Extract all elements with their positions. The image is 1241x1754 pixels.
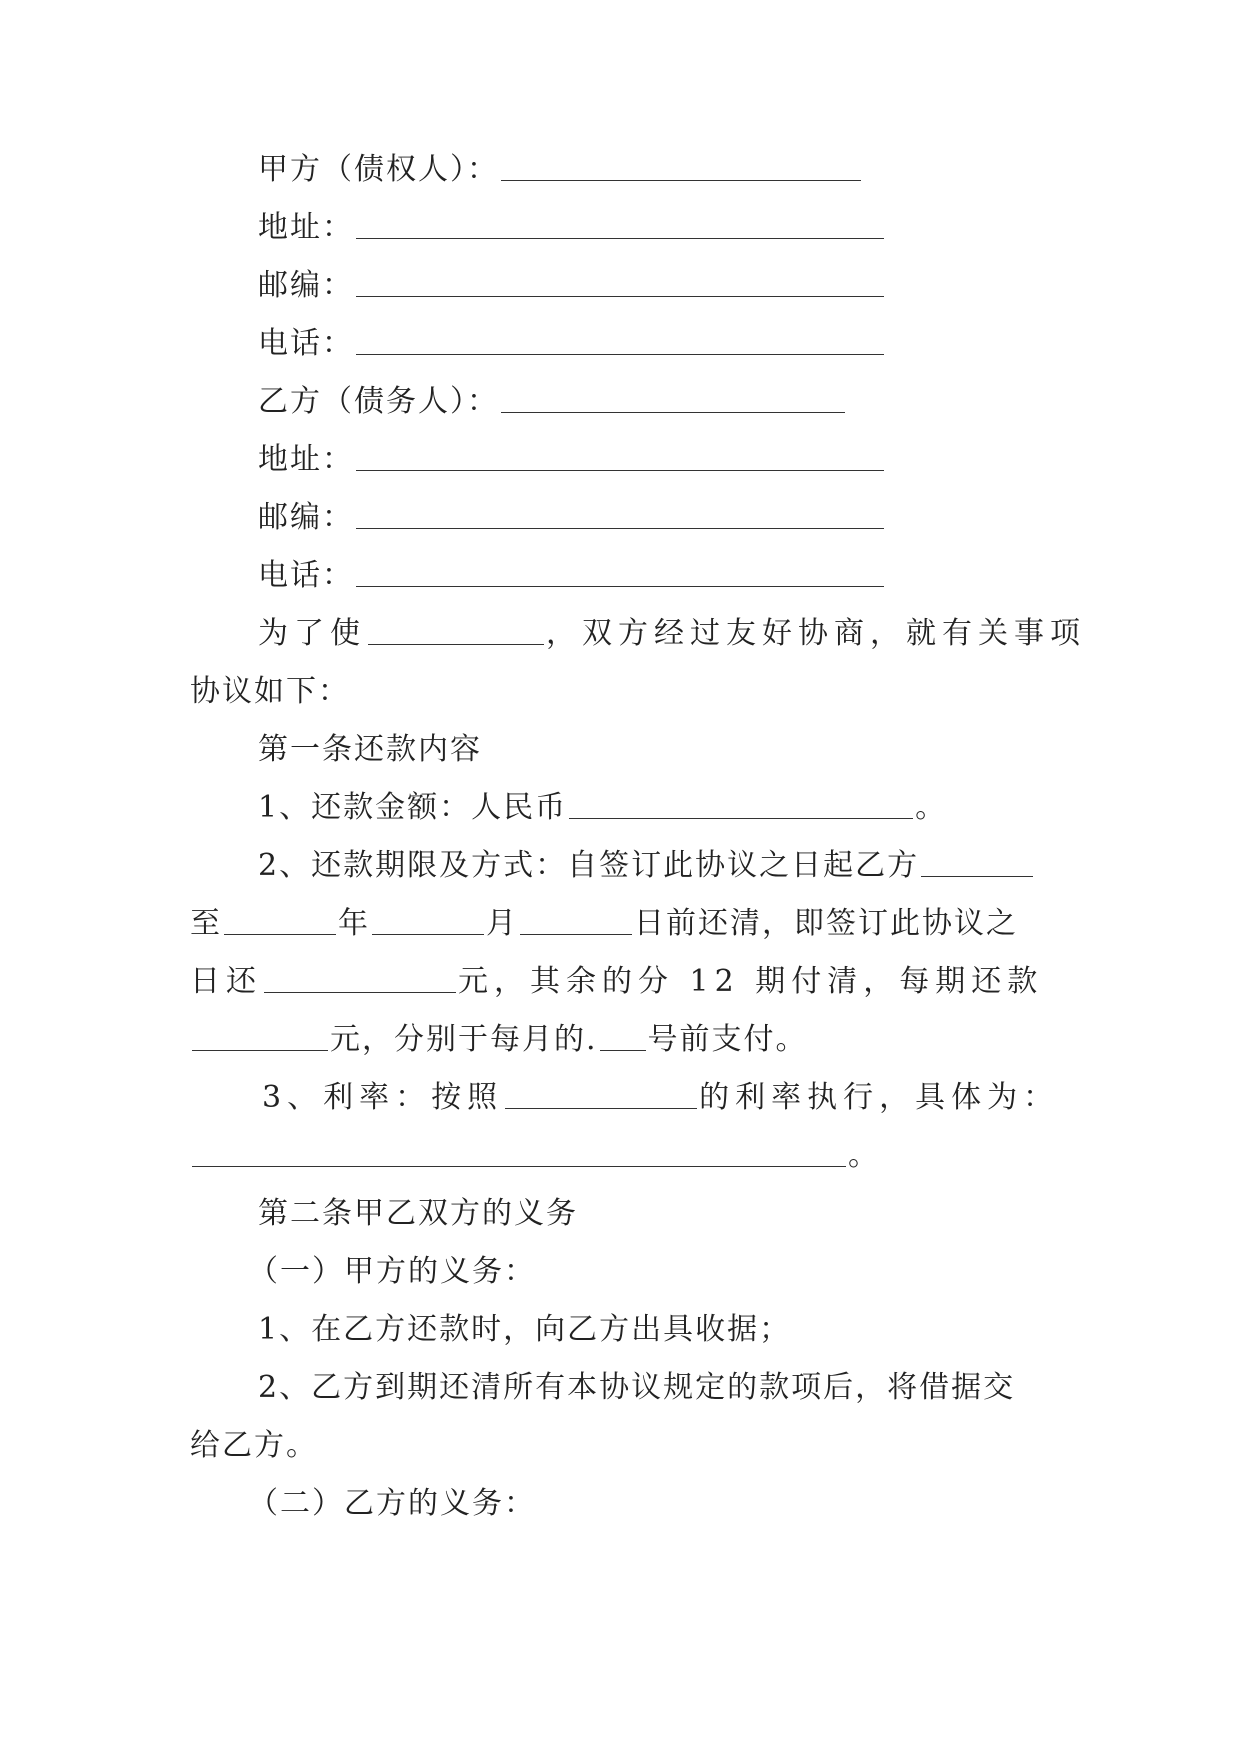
interest-details-blank[interactable] [192,1138,846,1167]
section-1-title-text: （一）甲方的义务： [248,1254,536,1289]
article-1-item-2-line-1 [258,846,1035,886]
article-1-title-text: 第一条还款内容 [258,732,482,767]
item-3-end: 。 [848,1138,880,1173]
party-b-phone-blank[interactable] [356,558,884,587]
party-a-zip-label: 邮编： [258,268,354,303]
due-day-blank[interactable] [600,1022,646,1051]
item-2-zhi: 至 [190,906,222,941]
section-1-item-1-text: 1、在乙方还款时，向乙方出具收据； [258,1312,792,1347]
article-1-item-2-line-4 [190,1020,808,1060]
first-payment-blank[interactable] [264,964,456,993]
party-a-phone-blank[interactable] [356,326,884,355]
party-b-zip-blank[interactable] [356,500,884,529]
day-blank[interactable] [520,906,632,935]
item-2-line-3-a: 日还 [190,964,262,999]
article-1-item-3-line-2 [190,1136,880,1176]
month-blank[interactable] [372,906,484,935]
item-2-month: 月 [486,906,518,941]
preamble-part-1: 为了使 [258,616,366,651]
item-2-line-4-a: 元，分别于每月的. [330,1022,598,1057]
item-2-line-4-b: 号前支付。 [647,1022,808,1057]
party-a-address-line [258,208,886,248]
item-3-prefix: 3、利率：按照 [262,1080,504,1115]
party-a-address-blank[interactable] [356,210,884,239]
article-2-title [258,1194,578,1234]
party-a-label: 甲方（债权人）： [258,152,499,187]
section-2-title-text: （二）乙方的义务： [248,1486,536,1521]
preamble-text-2: 协议如下： [190,674,350,709]
interest-standard-blank[interactable] [505,1080,697,1109]
preamble-line-2 [190,672,350,712]
article-2-section-1-item-1 [258,1310,791,1350]
article-2-section-1-title [248,1252,536,1292]
party-a-address-label: 地址： [258,210,354,245]
section-1-item-2-line-2-text: 给乙方。 [190,1428,318,1463]
party-b-phone-label: 电话： [258,558,354,593]
installment-amount-blank[interactable] [192,1022,328,1051]
party-a-zip-blank[interactable] [356,268,884,297]
item-2-line-1-text: 2、还款期限及方式：自签订此协议之日起乙方 [258,848,920,883]
item-1-suffix: 。 [915,790,948,825]
year-blank[interactable] [224,906,336,935]
party-b-zip-label: 邮编： [258,500,354,535]
party-a-line [258,150,863,190]
item-2-line-3-b: 元，其余的分 12 期付清，每期还款 [458,964,1044,999]
party-b-line [258,382,847,422]
party-a-zip-line [258,266,886,306]
article-2-section-2-title [248,1484,536,1524]
party-b-address-line [258,440,886,480]
party-a-blank[interactable] [501,152,861,181]
repayment-amount-blank[interactable] [569,790,913,819]
party-b-zip-line [258,498,886,538]
party-b-address-blank[interactable] [356,442,884,471]
preamble-purpose-blank[interactable] [368,616,544,645]
repayment-start-blank[interactable] [921,848,1033,877]
article-2-title-text: 第二条甲乙双方的义务 [258,1196,578,1231]
preamble-line-1 [258,614,1086,654]
article-1-item-2-line-3 [190,962,1043,1002]
article-1-item-3-line-1 [262,1078,1059,1118]
item-2-year: 年 [338,906,370,941]
item-3-suffix: 的利率执行，具体为： [699,1080,1060,1115]
party-b-address-label: 地址： [258,442,354,477]
party-a-phone-line [258,324,886,364]
article-2-section-1-item-2-line-1 [258,1368,1015,1408]
party-b-phone-line [258,556,886,596]
item-1-prefix: 1、还款金额：人民币 [258,790,568,825]
article-1-item-2-line-2 [190,904,1018,944]
item-2-rest: 日前还清，即签订此协议之 [634,906,1018,941]
article-1-item-1 [258,788,947,828]
article-2-section-1-item-2-line-2 [190,1426,318,1466]
party-a-phone-label: 电话： [258,326,354,361]
preamble-part-2: ，双方经过友好协商，就有关事项 [546,616,1086,651]
party-b-label: 乙方（债务人）： [258,384,499,419]
section-1-item-2-line-1-text: 2、乙方到期还清所有本协议规定的款项后，将借据交 [258,1370,1016,1405]
article-1-title [258,730,482,770]
party-b-blank[interactable] [501,384,845,413]
